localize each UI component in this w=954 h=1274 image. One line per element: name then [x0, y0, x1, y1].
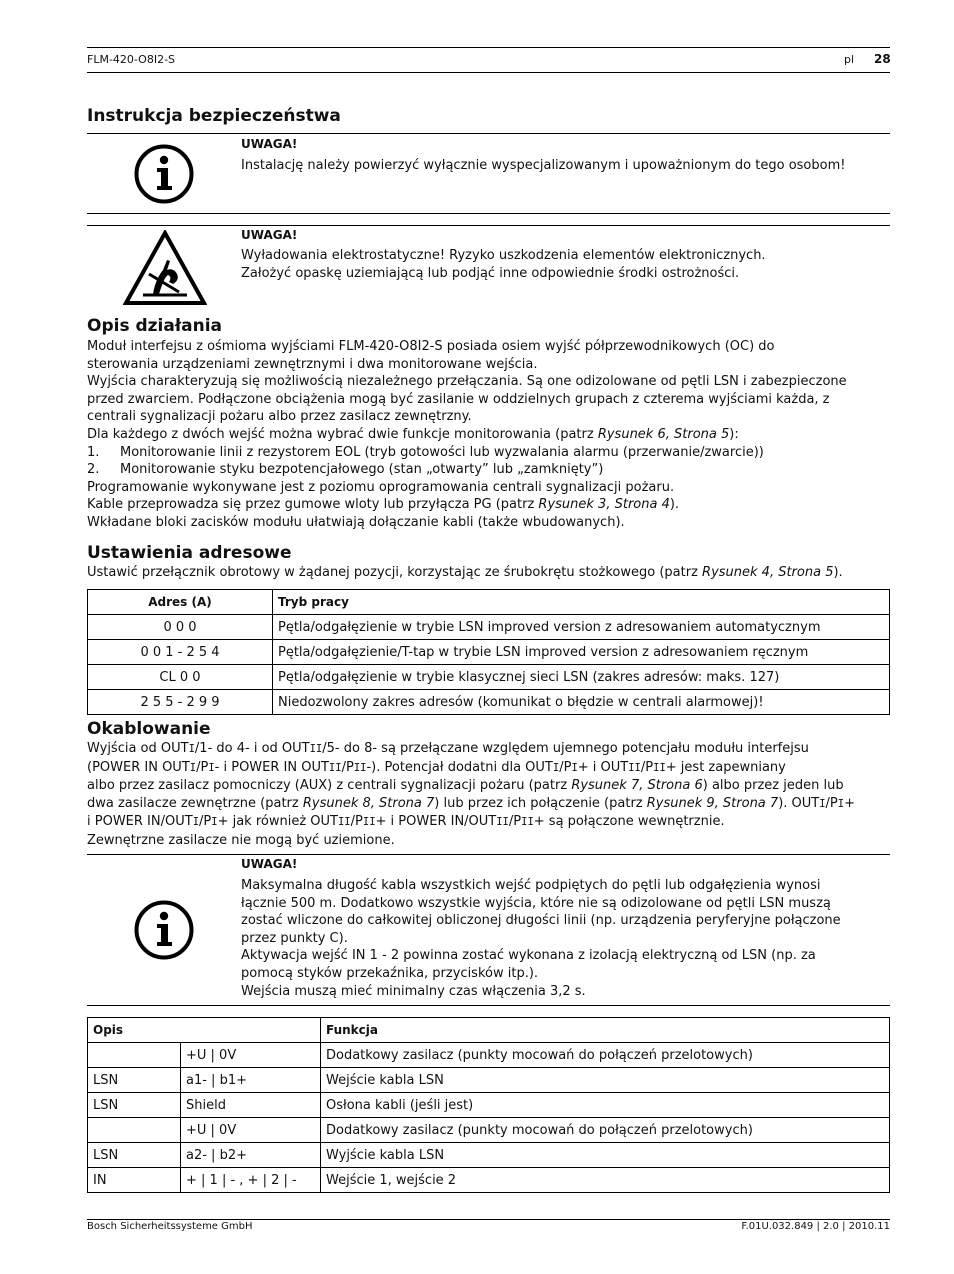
note3-line: Aktywacja wejść IN 1 - 2 powinna zostać wykonana z izolacją elektryczną od LSN (np. za — [241, 948, 816, 964]
adresowe-intro-end: ). — [833, 565, 843, 580]
list-item-number: 1. — [87, 444, 100, 460]
adresowe-intro-text: Ustawić przełącznik obrotowy w żądanej pozycji, korzystając ze śrubokrętu stożkowego (patrz — [87, 565, 703, 580]
section-title-safety: Instrukcja bezpieczeństwa — [87, 106, 341, 126]
footer-rule — [87, 1219, 890, 1220]
note1-bottom-rule — [87, 213, 890, 214]
note3-bottom-rule — [87, 1005, 890, 1006]
cable-reference-link[interactable]: Rysunek 3, Strona 4 — [538, 497, 670, 513]
cable-intro-text: Kable przeprowadza się przez gumowe wloty lub przyłącza PG (patrz — [87, 497, 539, 513]
funkcja-cell: Dodatkowy zasilacz (punkty mocowań do połączeń przelotowych) — [321, 1118, 890, 1143]
mode-cell: Pętla/odgałęzienie w trybie klasycznej sieci LSN (zakres adresów: maks. 127) — [273, 665, 890, 690]
terminal-cell: Shield — [181, 1093, 321, 1118]
info-icon — [133, 899, 195, 961]
note2-line: Wyładowania elektrostatyczne! Ryzyko uszkodzenia elementów elektronicznych. — [241, 248, 766, 263]
footer-company: Bosch Sicherheitssysteme GmbH — [87, 1221, 253, 1232]
note2-label: UWAGA! — [241, 228, 298, 242]
funkcja-cell: Wejście kabla LSN — [321, 1068, 890, 1093]
terminal-cell: +U | 0V — [181, 1043, 321, 1068]
note1-top-rule — [87, 133, 890, 134]
table-row — [88, 1043, 890, 1068]
table-row — [88, 665, 890, 690]
address-cell: 0 0 0 — [88, 615, 273, 640]
note3-line: Maksymalna długość kabla wszystkich wejść podpiętych do pętli lub odgałęzienia wynosi — [241, 878, 821, 893]
note3-top-rule — [87, 854, 890, 855]
table-row — [88, 1118, 890, 1143]
opis-cell: LSN — [88, 1143, 181, 1168]
table-row — [88, 1068, 890, 1093]
note2-line: Założyć opaskę uziemiającą lub podjąć inne odpowiednie środki ostrożności. — [241, 266, 740, 281]
table-header-address: Adres (A) — [88, 590, 273, 615]
note3-line: Wejścia muszą mieć minimalny czas włączenia 3,2 s. — [241, 983, 586, 999]
esd-warning-icon — [123, 230, 207, 306]
okablowanie-line: (POWER IN OUTI/PI- i POWER IN OUTII/PII-). Potencjał dodatni dla OUTI/PI+ i OUTII/PII+ jest zapewniany — [87, 759, 786, 775]
list-item-text: Monitorowanie styku bezpotencjałowego (stan „otwarty” lub „zamknięty”) — [120, 462, 604, 478]
footer-document-reference: F.01U.032.849 | 2.0 | 2010.11 — [741, 1221, 890, 1232]
okablowanie-line: Wyjścia od OUTI/1- do 4- i od OUTII/5- do 8- są przełączane względem ujemnego potencjału modułu interfejsu — [87, 741, 809, 756]
opis-line: sterowania urządzeniami zewnętrznymi i dwa monitorowane wejścia. — [87, 356, 538, 372]
opis-cell: IN — [88, 1168, 181, 1193]
table-header-mode: Tryb pracy — [273, 590, 890, 615]
table-row — [88, 1168, 890, 1193]
note3-line: łącznie 500 m. Dodatkowo wszystkie wyjścia, które nie są odizolowane od pętli LSN muszą — [241, 895, 831, 911]
opis-paragraph — [87, 338, 887, 532]
note3-line: pomocą styków przekaźnika, przycisków itp.). — [241, 965, 539, 981]
cable-intro-end: ). — [669, 497, 680, 513]
programming-line: Programowanie wykonywane jest z poziomu oprogramowania centrali sygnalizacji pożaru. — [87, 479, 675, 495]
header-lang: pl — [844, 53, 855, 66]
note3-line: przez punkty C). — [241, 930, 348, 946]
note1-label: UWAGA! — [241, 137, 298, 151]
address-table — [87, 589, 890, 715]
opis-cell: LSN — [88, 1093, 181, 1118]
list-item — [87, 444, 887, 462]
terminal-cell: a1- | b1+ — [181, 1068, 321, 1093]
mode-cell: Pętla/odgałęzienie/T-tap w trybie LSN improved version z adresowaniem ręcznym — [273, 640, 890, 665]
opis-cell — [88, 1043, 181, 1068]
table-header-row — [88, 1018, 890, 1043]
okablowanie-line: albo przez zasilacz pomocniczy (AUX) z centrali sygnalizacji pożaru (patrz Rysunek 7, Strona 6) albo przez jeden lub — [87, 778, 844, 794]
terminal-cell: +U | 0V — [181, 1118, 321, 1143]
section-title-opis: Opis działania — [87, 316, 223, 336]
section-title-okablowanie: Okablowanie — [87, 719, 211, 739]
header-page-number: 28 — [874, 52, 891, 66]
monitor-intro-text: Dla każdego z dwóch wejść można wybrać dwie funkcje monitorowania (patrz — [87, 426, 598, 442]
table-header-funkcja: Funkcja — [321, 1018, 890, 1043]
okablowanie-line: dwa zasilacze zewnętrzne (patrz Rysunek 8, Strona 7) lub przez ich połączenie (patrz Rysunek 9, Strona 7). OUTI/PI+ — [87, 795, 856, 811]
table-row — [88, 690, 890, 715]
opis-line: Moduł interfejsu z ośmioma wyjściami FLM-420-O8I2-S posiada osiem wyjść półprzewodnikowych (OC) do — [87, 339, 775, 354]
adresowe-intro — [87, 564, 887, 582]
funkcja-cell: Wyjście kabla LSN — [321, 1143, 890, 1168]
monitor-intro-line — [87, 426, 887, 444]
header-top-rule — [87, 47, 890, 48]
note1-text: Instalację należy powierzyć wyłącznie wyspecjalizowanym i upoważnionym do tego osobom! — [241, 158, 846, 173]
monitor-reference-link[interactable]: Rysunek 6, Strona 5 — [597, 426, 730, 442]
note3-text — [241, 877, 891, 1000]
funkcja-cell: Osłona kabli (jeśli jest) — [321, 1093, 890, 1118]
address-cell: CL 0 0 — [88, 665, 273, 690]
wiring-table — [87, 1017, 890, 1193]
list-item-number: 2. — [87, 462, 100, 478]
table-header-opis: Opis — [88, 1018, 321, 1043]
mode-cell: Niedozwolony zakres adresów (komunikat o błędzie w centrali alarmowej)! — [273, 690, 890, 715]
opis-line: centrali sygnalizacji pożaru albo przez zasilacz zewnętrzny. — [87, 409, 472, 425]
info-icon — [133, 143, 195, 205]
note3-line: zostać wliczone do całkowitej obliczonej długości linii (np. urządzenia peryferyjne połączone — [241, 913, 841, 929]
note2-top-rule — [87, 225, 890, 226]
table-row — [88, 1143, 890, 1168]
address-cell: 0 0 1 - 2 5 4 — [88, 640, 273, 665]
terminal-blocks-line: Wkładane bloki zacisków modułu ułatwiają dołączanie kabli (także wbudowanych). — [87, 514, 625, 530]
mode-cell: Pętla/odgałęzienie w trybie LSN improved version z adresowaniem automatycznym — [273, 615, 890, 640]
list-item — [87, 461, 887, 479]
opis-line: przed zwarciem. Podłączone obciążenia mogą być zasilanie w oddzielnych grupach z czterema wyjściami każda, z — [87, 391, 830, 407]
monitor-intro-end: ): — [729, 426, 739, 442]
list-item-text: Monitorowanie linii z rezystorem EOL (tryb gotowości lub wyzwalania alarmu (przerwanie/zwarcie)) — [120, 444, 764, 460]
opis-cell: LSN — [88, 1068, 181, 1093]
address-cell: 2 5 5 - 2 9 9 — [88, 690, 273, 715]
table-row — [88, 615, 890, 640]
okablowanie-paragraph — [87, 740, 887, 850]
okablowanie-line: i POWER IN/OUTI/PI+ jak również OUTII/PII+ i POWER IN/OUTII/PII+ są połączone wewnętrznie. — [87, 814, 725, 830]
note3-label: UWAGA! — [241, 857, 298, 871]
header-bottom-rule — [87, 72, 890, 73]
terminal-cell: a2- | b2+ — [181, 1143, 321, 1168]
adresowe-reference-link[interactable]: Rysunek 4, Strona 5 — [702, 565, 834, 580]
table-row — [88, 640, 890, 665]
funkcja-cell: Dodatkowy zasilacz (punkty mocowań do połączeń przelotowych) — [321, 1043, 890, 1068]
table-row — [88, 1093, 890, 1118]
section-title-adresowe: Ustawienia adresowe — [87, 543, 292, 563]
header-doc-id: FLM-420-O8I2-S — [87, 53, 176, 66]
terminal-cell: + | 1 | - , + | 2 | - — [181, 1168, 321, 1193]
opis-cell — [88, 1118, 181, 1143]
opis-line: Wyjścia charakteryzują się możliwością niezależnego przełączania. Są one odizolowane od pętli LSN i zabezpieczone — [87, 374, 847, 390]
cable-line — [87, 496, 887, 514]
table-header-row — [88, 590, 890, 615]
okablowanie-trailer: Zewnętrzne zasilacze nie mogą być uziemione. — [87, 832, 395, 848]
funkcja-cell: Wejście 1, wejście 2 — [321, 1168, 890, 1193]
